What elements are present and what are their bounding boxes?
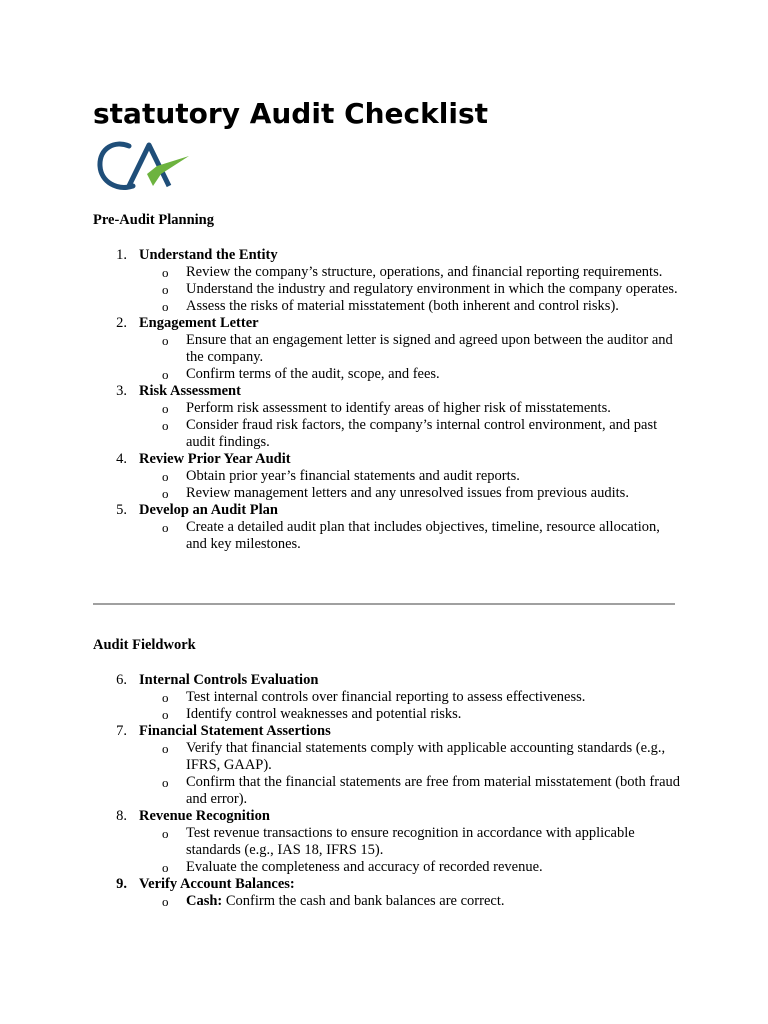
bullet-icon: o xyxy=(162,333,169,348)
sub-list xyxy=(93,332,683,383)
sub-item xyxy=(93,264,683,281)
sub-item xyxy=(93,417,683,451)
sub-item-text: Confirm that the financial statements are free from material misstatement (both fraud and error). xyxy=(186,774,681,807)
bullet-icon: o xyxy=(162,367,169,382)
section-title-fieldwork: Audit Fieldwork xyxy=(93,637,196,653)
bullet-icon: o xyxy=(162,894,169,909)
item-number: 4. xyxy=(116,451,127,467)
item-number: 2. xyxy=(116,315,127,331)
bullet-icon: o xyxy=(162,486,169,501)
checklist-item xyxy=(93,315,683,383)
bullet-icon: o xyxy=(162,741,169,756)
sub-item xyxy=(93,485,683,502)
bullet-icon: o xyxy=(162,401,169,416)
checklist-item xyxy=(93,876,683,910)
sub-item-text: Understand the industry and regulatory environment in which the company operates. xyxy=(186,281,678,297)
page-title: statutory Audit Checklist xyxy=(93,97,489,130)
item-number: 1. xyxy=(116,247,127,263)
sub-list xyxy=(93,400,683,451)
section-divider xyxy=(93,603,675,605)
section-title-pre-audit: Pre-Audit Planning xyxy=(93,212,214,228)
checklist-item xyxy=(93,723,683,808)
fieldwork-list xyxy=(93,672,683,910)
sub-item xyxy=(93,400,683,417)
sub-item xyxy=(93,706,683,723)
item-title: Risk Assessment xyxy=(139,383,241,399)
item-title: Understand the Entity xyxy=(139,247,278,263)
sub-item xyxy=(93,281,683,298)
checklist-item xyxy=(93,502,683,553)
checklist-item xyxy=(93,247,683,315)
bullet-icon: o xyxy=(162,299,169,314)
item-number: 3. xyxy=(116,383,127,399)
sub-item xyxy=(93,740,683,774)
sub-item-text: Consider fraud risk factors, the company’s internal control environment, and past audit findings. xyxy=(186,417,658,450)
sub-item-text: Test revenue transactions to ensure recognition in accordance with applicable standards (e.g., IAS 18, IFRS 15). xyxy=(186,825,635,858)
item-number: 9. xyxy=(116,876,127,892)
bullet-icon: o xyxy=(162,775,169,790)
sub-item-text: Review the company’s structure, operations, and financial reporting requirements. xyxy=(186,264,663,280)
sub-list xyxy=(93,519,683,553)
sub-item xyxy=(93,689,683,706)
sub-list xyxy=(93,740,683,808)
item-title: Financial Statement Assertions xyxy=(139,723,331,739)
sub-item-text: Evaluate the completeness and accuracy of recorded revenue. xyxy=(186,859,543,875)
sub-list xyxy=(93,264,683,315)
sub-item-text: Create a detailed audit plan that includes objectives, timeline, resource allocation, and key milestones. xyxy=(186,519,660,552)
sub-list xyxy=(93,825,683,876)
item-title: Engagement Letter xyxy=(139,315,259,331)
sub-item xyxy=(93,859,683,876)
bullet-icon: o xyxy=(162,860,169,875)
bullet-icon: o xyxy=(162,707,169,722)
sub-list xyxy=(93,689,683,723)
sub-item xyxy=(93,332,683,366)
ca-logo xyxy=(95,136,195,196)
sub-item xyxy=(93,366,683,383)
sub-item xyxy=(93,519,683,553)
bullet-icon: o xyxy=(162,418,169,433)
item-title: Internal Controls Evaluation xyxy=(139,672,319,688)
bullet-icon: o xyxy=(162,265,169,280)
checklist-item xyxy=(93,808,683,876)
sub-item xyxy=(93,298,683,315)
sub-item-text: Confirm terms of the audit, scope, and fees. xyxy=(186,366,440,382)
bullet-icon: o xyxy=(162,690,169,705)
item-number: 8. xyxy=(116,808,127,824)
sub-item-text: Confirm the cash and bank balances are correct. xyxy=(222,893,505,909)
checklist-item xyxy=(93,451,683,502)
sub-item-text: Perform risk assessment to identify areas of higher risk of misstatements. xyxy=(186,400,611,416)
item-number: 6. xyxy=(116,672,127,688)
sub-item xyxy=(93,774,683,808)
sub-item xyxy=(93,825,683,859)
sub-item-text: Verify that financial statements comply with applicable accounting standards (e.g., IFRS, GAAP). xyxy=(186,740,666,773)
sub-item-text: Assess the risks of material misstatement (both inherent and control risks). xyxy=(186,298,619,314)
item-title: Review Prior Year Audit xyxy=(139,451,291,467)
item-title: Develop an Audit Plan xyxy=(139,502,278,518)
bullet-icon: o xyxy=(162,520,169,535)
bullet-icon: o xyxy=(162,282,169,297)
sub-item xyxy=(93,893,683,910)
bullet-icon: o xyxy=(162,469,169,484)
item-title: Revenue Recognition xyxy=(139,808,270,824)
item-number: 5. xyxy=(116,502,127,518)
checklist-item xyxy=(93,672,683,723)
sub-item xyxy=(93,468,683,485)
bullet-icon: o xyxy=(162,826,169,841)
pre-audit-list xyxy=(93,247,683,553)
sub-item-text: Identify control weaknesses and potential risks. xyxy=(186,706,462,722)
sub-list xyxy=(93,468,683,502)
item-title: Verify Account Balances: xyxy=(139,876,295,892)
sub-item-label: Cash: xyxy=(186,893,223,909)
sub-item-text: Obtain prior year’s financial statements and audit reports. xyxy=(186,468,520,484)
sub-item-text: Ensure that an engagement letter is signed and agreed upon between the auditor and the company. xyxy=(186,332,673,365)
item-number: 7. xyxy=(116,723,127,739)
sub-item-text: Test internal controls over financial reporting to assess effectiveness. xyxy=(186,689,586,705)
sub-list xyxy=(93,893,683,910)
checklist-item xyxy=(93,383,683,451)
sub-item-text: Review management letters and any unresolved issues from previous audits. xyxy=(186,485,629,501)
